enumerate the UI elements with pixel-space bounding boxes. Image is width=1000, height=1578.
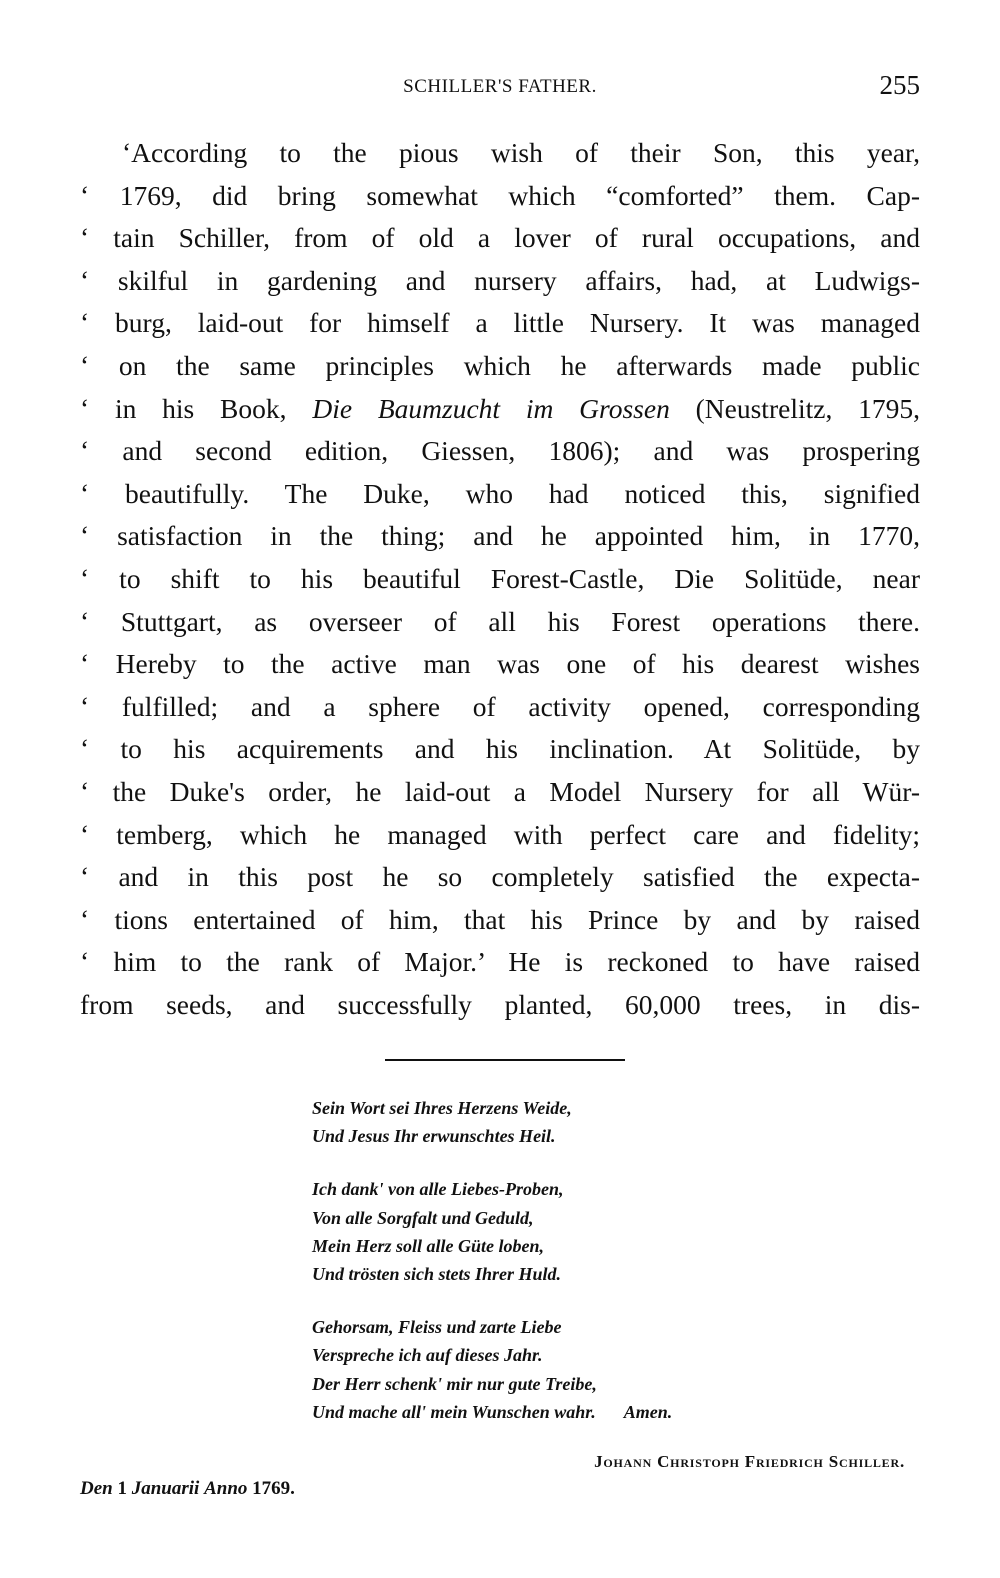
page-header — [80, 70, 920, 106]
date-prefix: Den — [80, 1478, 113, 1499]
poem-line: Der Herr schenk' mir nur gute Treibe, — [312, 1373, 597, 1394]
poem-line-text: Und mache all' mein Wunschen wahr. — [312, 1401, 596, 1422]
footnote-rule — [385, 1059, 625, 1061]
text-line: ‘ tions entertained of him, that his Prince by and by raised — [80, 903, 920, 935]
text-line: ‘ the Duke's order, he laid-out a Model Nursery for all Wür- — [80, 775, 920, 807]
text-segment: (Neustrelitz, 1795, — [669, 392, 920, 424]
amen: Amen. — [623, 1401, 673, 1422]
text-line: ‘ 1769, did bring somewhat which “comforted” them. Cap- — [80, 179, 920, 211]
book-title: Die Baumzucht im Grossen — [312, 392, 670, 424]
text-line: ‘ and second edition, Giessen, 1806); and was prospering — [80, 435, 920, 467]
text-line: ‘According to the pious wish of their Son, this year, — [122, 137, 920, 168]
text-line: ‘ Stuttgart, as overseer of all his Forest operations there. — [80, 605, 920, 637]
text-line: ‘ to his acquirements and his inclination. At Solitüde, by — [80, 733, 920, 765]
page-number: 255 — [879, 70, 920, 100]
text-line: ‘ fulfilled; and a sphere of activity opened, corresponding — [80, 690, 920, 722]
text-line: ‘ burg, laid-out for himself a little Nursery. It was managed — [80, 307, 920, 339]
text-line: from seeds, and successfully planted, 60,000 trees, in dis- — [80, 988, 920, 1020]
date-line — [80, 1478, 295, 1500]
stanza — [312, 1094, 672, 1150]
date-anno: Anno — [204, 1478, 248, 1499]
poem-line: Verspreche ich auf dieses Jahr. — [312, 1345, 543, 1366]
date-day: 1 — [117, 1478, 127, 1499]
running-title: SCHILLER'S FATHER. — [403, 76, 597, 97]
poem-line — [312, 1398, 672, 1426]
text-line: ‘ satisfaction in the thing; and he appointed him, in 1770, — [80, 520, 920, 552]
text-line: ‘ him to the rank of Major.’ He is reckoned to have raised — [80, 946, 920, 978]
text-line: ‘ beautifully. The Duke, who had noticed this, signified — [80, 477, 920, 509]
poem-line: Von alle Sorgfalt und Geduld, — [312, 1207, 534, 1228]
date-month: Januarii — [131, 1478, 200, 1499]
text-line: ‘ on the same principles which he afterwards made public — [80, 349, 920, 381]
poem — [312, 1094, 672, 1451]
text-line: ‘ skilful in gardening and nursery affairs, had, at Ludwigs- — [80, 264, 920, 296]
text-line: ‘ to shift to his beautiful Forest-Castle, Die Solitüde, near — [80, 562, 920, 594]
text-line: ‘ tain Schiller, from of old a lover of rural occupations, and — [80, 222, 920, 254]
signature: Johann Christoph Friedrich Schiller. — [594, 1452, 905, 1471]
poem-line: Ich dank' von alle Liebes-Proben, — [312, 1179, 564, 1200]
poem-line: Gehorsam, Fleiss und zarte Liebe — [312, 1317, 562, 1338]
text-line — [80, 388, 920, 431]
text-line: ‘ and in this post he so completely satisfied the expecta- — [80, 861, 920, 893]
text-line: ‘ Hereby to the active man was one of his dearest wishes — [80, 648, 920, 680]
poem-line: Und Jesus Ihr erwunschtes Heil. — [312, 1126, 556, 1147]
poem-line: Mein Herz soll alle Güte loben, — [312, 1235, 545, 1256]
date-year: 1769. — [252, 1478, 295, 1499]
text-segment: ‘ in his Book, — [80, 392, 313, 424]
stanza — [312, 1175, 672, 1288]
text-line: ‘ temberg, which he managed with perfect care and fidelity; — [80, 818, 920, 850]
stanza — [312, 1313, 672, 1426]
body-text — [80, 132, 920, 1026]
poem-line: Sein Wort sei Ihres Herzens Weide, — [312, 1098, 572, 1118]
poem-line: Und trösten sich stets Ihrer Huld. — [312, 1263, 562, 1284]
